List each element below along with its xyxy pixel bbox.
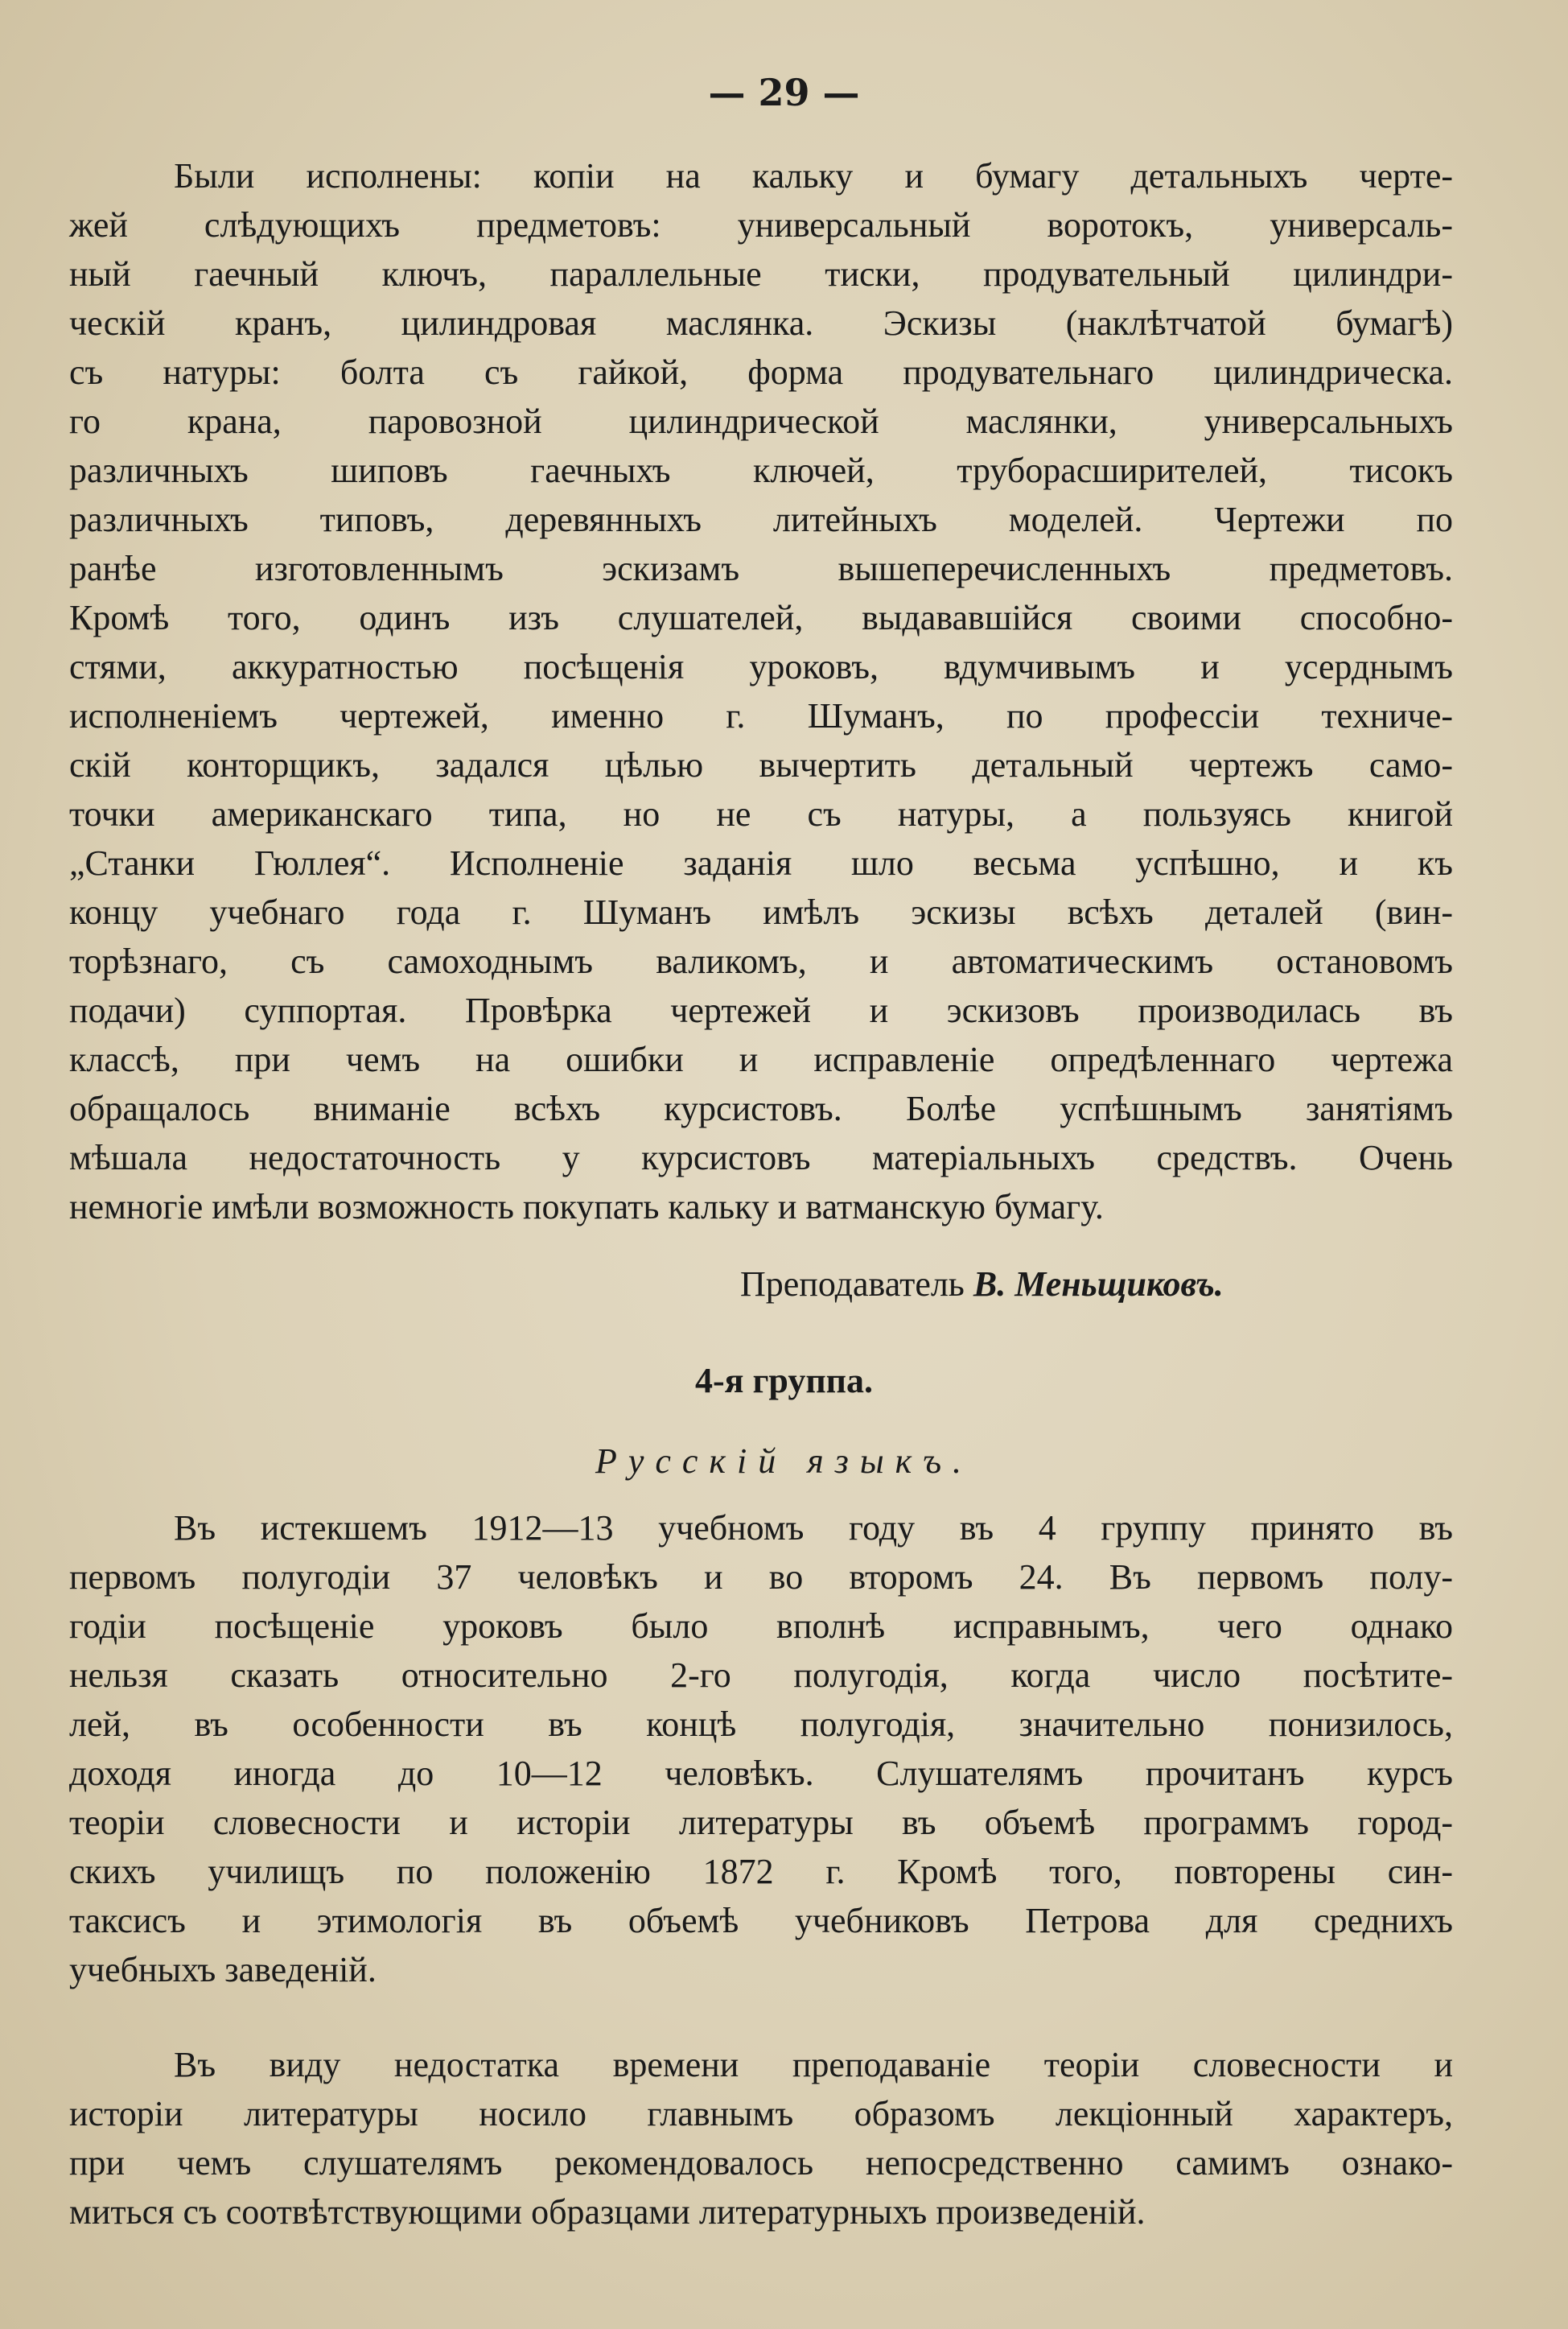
signature-name: В. Меньщиковъ. (973, 1264, 1224, 1304)
text-line: миться съ соотвѣтствующими образцами литературныхъ произведенiй. (69, 2192, 1146, 2232)
text-line: концу учебнаго года г. Шуманъ имѣлъ эскизы всѣхъ деталей (вин- (69, 892, 1453, 932)
text-line: нельзя сказать относительно 2-го полугодiя, когда число посѣтите- (69, 1655, 1453, 1695)
text-line: немногiе имѣли возможность покупать кальку и ватманскую бумагу. (69, 1187, 1104, 1226)
text-line: при чемъ слушателямъ рекомендовалось непосредственно самимъ ознако- (69, 2143, 1453, 2183)
text-line: подачи) суппортая. Провѣрка чертежей и эскизовъ производилась въ (69, 991, 1453, 1030)
text-line: точки американскаго типа, но не съ натуры, а пользуясь книгой (69, 794, 1453, 834)
text-line: „Станки Гюллея“. Исполненiе заданiя шло весьма успѣшно, и къ (69, 843, 1453, 883)
text-line: исполненiемъ чертежей, именно г. Шуманъ, по профессiи техниче- (69, 696, 1453, 736)
text-line: таксисъ и этимологiя въ объемѣ учебниковъ Петрова для среднихъ (69, 1901, 1453, 1940)
russian-language-paragraph-1 (69, 1503, 1453, 1994)
page-number: — 29 — (708, 71, 860, 114)
text-line: Были исполнены: копiи на кальку и бумагу детальныхъ черте- (174, 156, 1453, 196)
text-line: различныхъ шиповъ гаечныхъ ключей, труборасширителей, тисокъ (69, 451, 1453, 490)
text-line: доходя иногда до 10—12 человѣкъ. Слушателямъ прочитанъ курсъ (69, 1754, 1453, 1793)
text-line: Въ истекшемъ 1912—13 учебномъ году въ 4 группу принято въ (174, 1508, 1453, 1548)
text-line: Въ виду недостатка времени преподаванiе теорiи словесности и (174, 2045, 1453, 2084)
signature-prefix: Преподаватель (740, 1264, 965, 1304)
text-line: первомъ полугодiи 37 человѣкъ и во второмъ 24. Въ первомъ полу- (69, 1557, 1453, 1597)
text-line: Кромѣ того, одинъ изъ слушателей, выдававшiйся своими способно- (69, 598, 1453, 637)
group-heading: 4-я группа. (694, 1361, 874, 1400)
text-line: мѣшала недостаточность у курсистовъ матерiальныхъ средствъ. Очень (69, 1138, 1453, 1177)
text-line: скiй конторщикъ, задался цѣлью вычертить детальный чертежъ само- (69, 745, 1453, 785)
text-line: различныхъ типовъ, деревянныхъ литейныхъ моделей. Чертежи по (69, 500, 1453, 539)
text-line: скихъ училищъ по положенiю 1872 г. Кромѣ того, повторены син- (69, 1852, 1453, 1891)
text-line: жей слѣдующихъ предметовъ: универсальный воротокъ, универсаль- (69, 205, 1453, 245)
text-line: съ натуры: болта съ гайкой, форма продувательнаго цилиндрическа. (69, 352, 1453, 392)
subject-heading: Русскiй языкъ. (595, 1441, 973, 1481)
text-line: исторiи литературы носило главнымъ образомъ лекцiонный характеръ, (69, 2094, 1453, 2133)
text-line: ческiй кранъ, цилиндровая маслянка. Эскизы (наклѣтчатой бумагѣ) (69, 303, 1453, 343)
text-line: го крана, паровозной цилиндрической маслянки, универсальныхъ (69, 402, 1453, 441)
text-line: торѣзнаго, съ самоходнымъ валикомъ, и автоматическимъ остановомъ (69, 942, 1453, 981)
russian-language-paragraph-2 (69, 2040, 1453, 2236)
text-line: стями, аккуратностью посѣщенiя уроковъ, вдумчивымъ и усерднымъ (69, 647, 1453, 686)
text-line: теорiи словесности и исторiи литературы въ объемѣ программъ город- (69, 1803, 1453, 1842)
text-line: лей, въ особенности въ концѣ полугодiя, значительно понизилось, (69, 1704, 1453, 1744)
teacher-signature (740, 1259, 1440, 1309)
text-line: годiи посѣщенiе уроковъ было вполнѣ исправнымъ, чего однако (69, 1606, 1453, 1646)
text-line: учебныхъ заведенiй. (69, 1950, 377, 1989)
drafting-report-paragraph (69, 151, 1453, 1231)
text-line: ранѣе изготовленнымъ эскизамъ вышеперечисленныхъ предметовъ. (69, 549, 1453, 588)
text-line: классѣ, при чемъ на ошибки и исправленiе опредѣленнаго чертежа (69, 1040, 1453, 1079)
text-line: ный гаечный ключъ, параллельные тиски, продувательный цилиндри- (69, 254, 1453, 294)
text-line: обращалось вниманiе всѣхъ курсистовъ. Болѣе успѣшнымъ занятiямъ (69, 1089, 1453, 1128)
